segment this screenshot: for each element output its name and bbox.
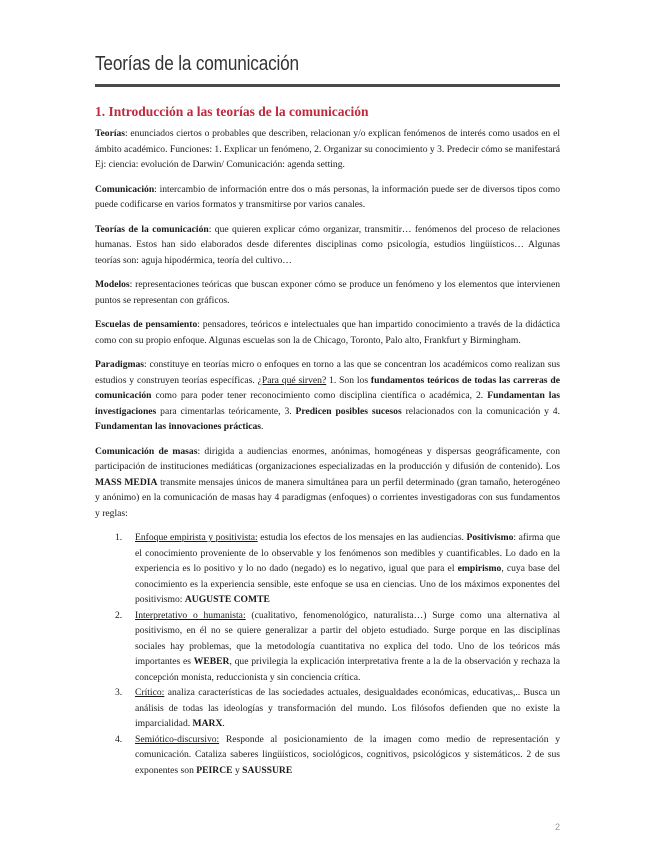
paragraph-teorias-comunicacion: Teorías de la comunicación: que quieren explicar cómo organizar, transmitir… fenómenos del proceso de relaciones humanas. Estos han sido elaborados desde diferentes disciplinas como psicología, estudios lingüísticos… Algunas teorías son: aguja hipodérmica, teoría del cultivo…: [95, 223, 560, 266]
page-number: 2: [554, 822, 560, 832]
paragraph-comunicacion: Comunicación: intercambio de información entre dos o más personas, la información puede ser de diversos tipos como puede codificarse en varios formatos y transmitirse por varios canales.: [95, 183, 560, 210]
term-comunicacion: Comunicación: [95, 183, 155, 195]
approaches-list: [95, 530, 560, 778]
term-comunicacion-masas: Comunicación de masas: [95, 445, 198, 457]
list-item: 2. Interpretativo o humanista: (cualitativo, fenomenológico, naturalista…) Surge como una alternativa al positivismo, en él no se quiere generalizar a partir del objeto estudiado. Surge porque en las disciplinas sociales hay problemas, que la metodología cuantitativa no explica del todo. Uno de los teóricos más importantes es WEBER, que privilegia la explicación interpretativa frente a la de la observación y rechaza la concepción monista, reduccionista y sin conciencia crítica.: [115, 609, 561, 683]
term-teorias-comunicacion: Teorías de la comunicación: [95, 223, 209, 235]
term-escuelas: Escuelas de pensamiento: [95, 319, 198, 330]
list-item: 4. Semiótico-discursivo: Responde al posicionamiento de la imagen como medio de representación y comunicación. Cataliza saberes lingüísticos, sociológicos, cognitivos, psicológicos y sistemáticos. 2 de sus exponentes son PEIRCE y SAUSSURE: [115, 733, 560, 776]
list-item: 3. Crítico: analiza características de las sociedades actuales, desigualdades económicas, educativas,.. Busca un análisis de todas las ideologías y transformación del mundo. Los filósofos defienden que no existe la imparcialidad. MARX.: [115, 687, 560, 729]
document-body: [95, 104, 560, 778]
paragraph-escuelas: Escuelas de pensamiento: pensadores, teóricos e intelectuales que han impartido conocimiento a través de la didáctica como con su propio enfoque. Algunas escuelas son la de Chicago, Toronto, Palo alto, Frankfurt y Birmingham.: [95, 319, 560, 346]
question-para-que-sirven: ¿Para qué sirven?: [257, 374, 327, 386]
list-item: 1. Enfoque empirista y positivista: estudia los efectos de los mensajes en las audiencias. Positivismo: afirma que el conocimiento proveniente de lo observable y los fenómenos son medibles y cuantificables. Lo dado en la experiencia es lo positivo y lo no dado (negado) es lo negativo, igual que para el empirismo, cuya base del conocimiento es la experiencia sensible, este enfoque se usa en ciencias. Uno de los máximos exponentes del positivismo: AUGUSTE COMTE: [115, 532, 560, 605]
section-heading: 1. Introducción a las teorías de la comunicación: [95, 104, 369, 119]
paragraph-paradigmas: Paradigmas: constituye en teorías micro o enfoques en torno a las que se concentran los académicos como realizan sus estudios y construyen teorías específicas. ¿Para qué sirven? 1. Son los fundamentos teóricos de todas las carreras de comunicación como para poder tener reconocimiento como disciplina científica o académica, 2. Fundamentan las investigaciones para cimentarlas teóricamente, 3. Predicen posibles sucesos relacionados con la comunicación y 4. Fundamentan las innovaciones prácticas.: [95, 359, 560, 432]
title-rule: [95, 84, 560, 87]
paragraph-comunicacion-masas: Comunicación de masas: dirigida a audiencias enormes, anónimas, homogéneas y dispersas geográficamente, con participación de instituciones mediáticas (organizaciones especializadas en la producción y difusión de contenido). Los MASS MEDIA transmite mensajes únicos de manera simultánea para un perfil determinado (gran tamaño, heterogéneo y anónimo) en la comunicación de masas hay 4 paradigmas (enfoques) o corrientes investigadoras con sus fundamentos y reglas:: [95, 445, 561, 519]
term-teorias: Teorías: [95, 128, 126, 139]
page-title: Teorías de la comunicación: [95, 53, 299, 75]
term-paradigmas: Paradigmas: [95, 359, 145, 370]
paragraph-teorias: Teorías: enunciados ciertos o probables que describen, relacionan y/o explican fenómenos de interés como usados en el ámbito académico. Funciones: 1. Explicar un fenómeno, 2. Organizar su conocimiento y 3. Predecir cómo se manifestará Ej: ciencia: evolución de Darwin/ Comunicación: agenda setting.: [95, 128, 560, 170]
paragraph-modelos: Modelos: representaciones teóricas que buscan exponer cómo se produce un fenómeno y los elementos que intervienen puntos se representan con gráficos.: [95, 279, 560, 306]
term-modelos: Modelos: [95, 279, 130, 290]
